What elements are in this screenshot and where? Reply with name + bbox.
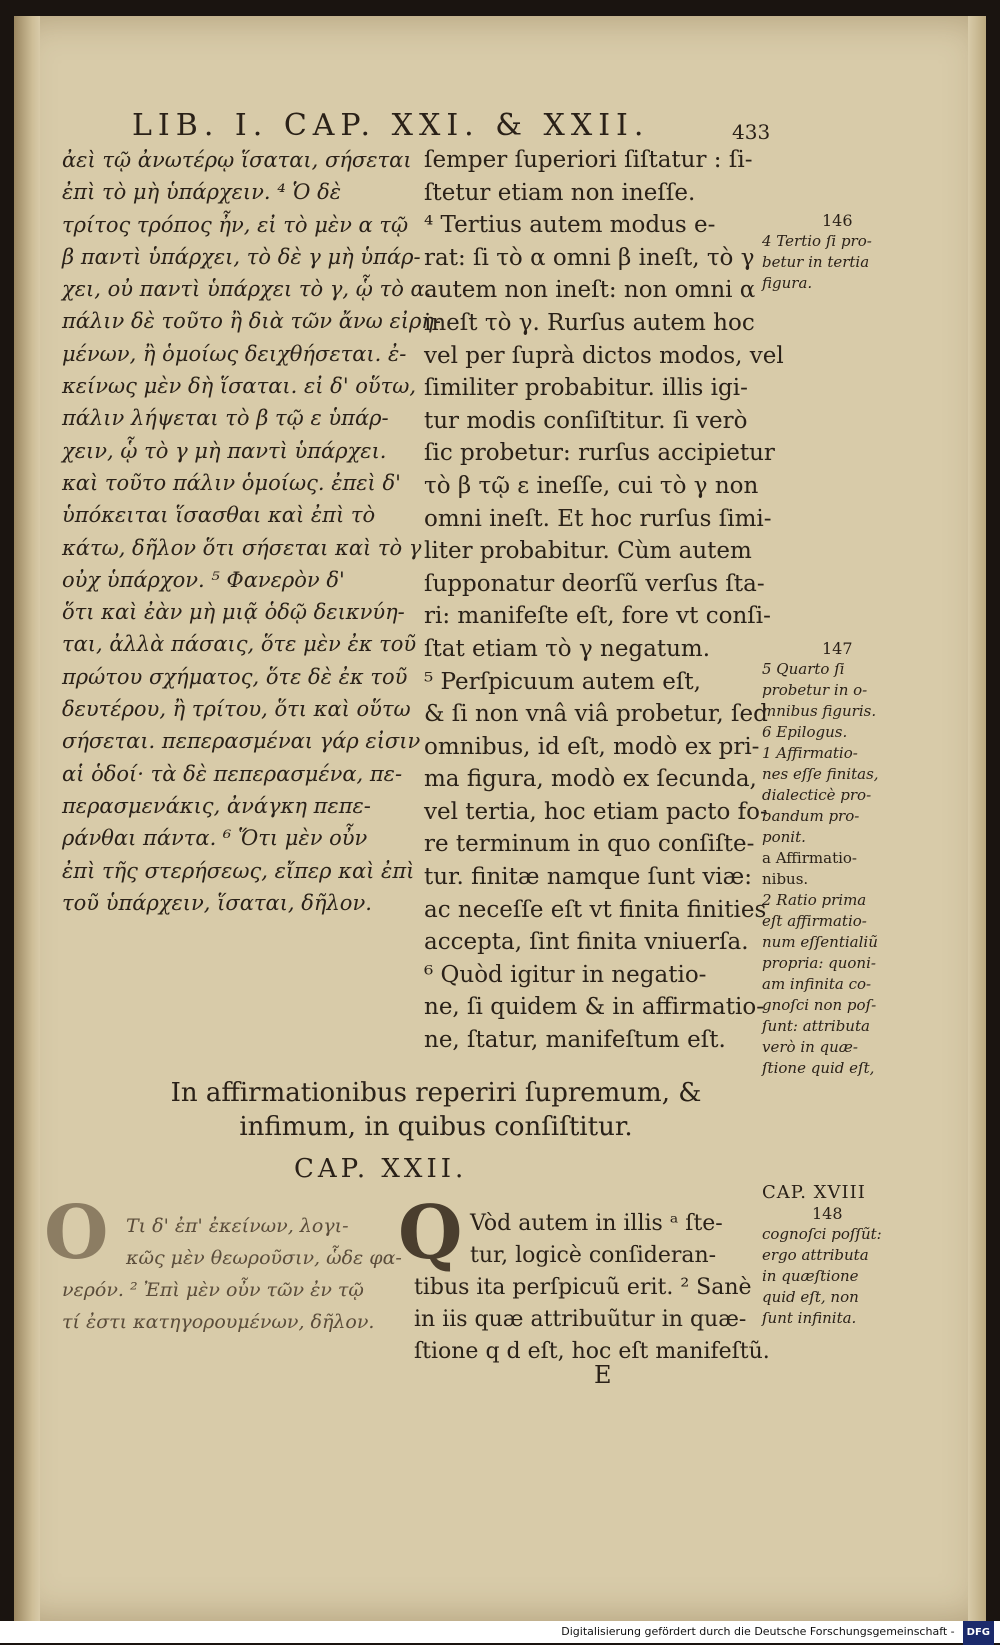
greek-line: χειν, ᾧ τὸ γ μὴ παντὶ ὑπάρχει. [62, 438, 387, 463]
marginal-line: nes eſſe finitas, [762, 765, 879, 783]
greek-line: ἐπὶ τῆς στερήσεως, εἴπερ καὶ ἐπὶ [62, 858, 415, 883]
latin-line: ne, ſtatur, manifeſtum eſt. [424, 1027, 726, 1054]
greek-line: τί ἐστι κατηγορουμένων, δῆλον. [62, 1311, 375, 1333]
greek-line: πάλιν δὲ τοῦτο ἢ διὰ τῶν ἄνω εἰρη- [62, 309, 441, 334]
marginal-line: num eſſentialiũ [762, 933, 878, 951]
greek-line: ὅτι καὶ ἐὰν μὴ μιᾷ ὁδῷ δεικνύη- [62, 600, 405, 625]
latin-line: accepta, ſint finita vniuerſa. [424, 929, 749, 956]
marginal-line: ſunt infinita. [762, 1309, 857, 1327]
marginal-line: 2 Ratio prima [762, 891, 867, 909]
latin-line: autem non ineſt: non omni α [424, 277, 756, 304]
greek-line: κάτω, δῆλον ὅτι σήσεται καὶ τὸ γ [62, 535, 422, 560]
latin-line: ſimiliter probabitur. illis igi- [424, 375, 748, 402]
latin-line: ſtione q d eſt, hoc eſt manifeſtũ. [414, 1339, 770, 1364]
latin-line: vel per ſuprà dictos modos, vel [424, 342, 784, 369]
marginal-line: 6 Epilogus. [762, 723, 848, 741]
marginal-line: probetur in o- [762, 681, 868, 699]
marginal-line: nibus. [762, 870, 809, 888]
marginal-note-148 [762, 1182, 912, 1329]
latin-line: ſupponatur deorſũ verſus ſta- [424, 570, 765, 597]
latin-line: ne, ſi quidem & in affirmatio- [424, 994, 764, 1021]
latin-line: ⁴ Tertius autem modus e- [424, 212, 716, 239]
chapter-title-line: infimum, in quibus conſiſtitur. [239, 1112, 633, 1142]
marginal-line: ponit. [762, 828, 806, 846]
marginal-line: ſunt: attributa [762, 1017, 870, 1035]
marginal-line: figura. [762, 274, 813, 292]
latin-line: ac neceſſe eſt vt finita finities [424, 896, 767, 923]
marginal-number: 148 [812, 1204, 843, 1223]
marginal-line: quid eſt, non [762, 1288, 859, 1306]
marginal-note-146 [762, 210, 912, 294]
latin-line: omni ineſt. Et hoc rurſus ſimi- [424, 505, 772, 532]
running-title: LIB. I. CAP. XXI. & XXII. [132, 108, 650, 143]
greek-line: πάλιν λήψεται τὸ β τῷ ε ὑπάρ- [62, 406, 389, 431]
greek-line: περασμενάκις, ἀνάγκη πεπε- [62, 793, 371, 818]
greek-line: χει, οὐ παντὶ ὑπάρχει τὸ γ, ᾧ τὸ α. [62, 277, 432, 302]
latin-line: τὸ β τῷ ε ineſſe, cui τὸ γ non [424, 472, 759, 499]
greek-line: κείνως μὲν δὴ ἵσαται. εἰ δ' οὕτω, [62, 374, 417, 399]
marginal-line: propria: quoni- [762, 954, 876, 972]
marginal-line: 5 Quarto ſi [762, 660, 845, 678]
footer-credit: Digitalisierung gefördert durch die Deutsche Forschungsgemeinschaft - [561, 1625, 955, 1638]
greek-text-column [62, 144, 441, 919]
dfg-logo-icon: DFG [963, 1621, 994, 1645]
marginal-line: betur in tertia [762, 253, 870, 271]
greek-line: πρώτου σχήματος, ὅτε δὲ ἐκ τοῦ [62, 664, 408, 689]
latin-line: ⁶ Quòd igitur in negatio- [424, 961, 707, 988]
latin-line: vel tertia, hoc etiam pacto fo- [424, 798, 768, 825]
greek-dropcap: O [44, 1190, 109, 1276]
greek-line: νερόν. ² Ἐπὶ μὲν οὖν τῶν ἐν τῷ [62, 1279, 364, 1301]
greek-line: τοῦ ὑπάρχειν, ἵσαται, δῆλον. [62, 890, 372, 915]
marginal-line: eſt affirmatio- [762, 912, 867, 930]
marginal-line: 1 Affirmatio- [762, 744, 858, 762]
marginal-line: verò in quæ- [762, 1038, 858, 1056]
greek-line: β παντὶ ὑπάρχει, τὸ δὲ γ μὴ ὑπάρ- [62, 244, 421, 269]
marginal-line: 4 Tertio ſi pro- [762, 232, 872, 250]
page-number: 433 [732, 120, 771, 144]
page-spine-shadow [14, 16, 40, 1621]
latin-line: re terminum in quo conſiſte- [424, 831, 755, 858]
latin-line: & ſi non vnâ viâ probetur, ſed [424, 701, 768, 728]
greek-chapter-opening [62, 1210, 412, 1338]
greek-line: μένων, ἢ ὁμοίως δειχθήσεται. ἐ- [62, 341, 407, 366]
chapter-label: CAP. XXII. [294, 1154, 468, 1184]
greek-line: ἐπὶ τὸ μὴ ὑπάρχειν. ⁴ Ὁ δὲ [62, 180, 341, 205]
latin-line: ſtat etiam τὸ γ negatum. [424, 635, 711, 662]
greek-line: αἱ ὁδοί· τὰ δὲ πεπερασμένα, πε- [62, 761, 403, 786]
latin-line: ma figura, modò ex ſecunda, [424, 766, 757, 793]
greek-line: τρίτος τρόπος ἦν, εἰ τὸ μὲν α τῷ [62, 212, 409, 237]
marginal-line: bandum pro- [762, 807, 860, 825]
greek-line: ράνθαι πάντα. ⁶ Ὅτι μὲν οὖν [62, 826, 368, 851]
signature-mark: E [594, 1361, 612, 1389]
greek-line: ὑπόκειται ἵσασθαι καὶ ἐπὶ τὸ [62, 503, 376, 528]
latin-line: ri: manifeſte eſt, fore vt conſi- [424, 603, 771, 630]
greek-line: δευτέρου, ἢ τρίτου, ὅτι καὶ οὕτω [62, 697, 411, 722]
latin-line: tur, logicè conſideran- [470, 1243, 717, 1268]
greek-line: κῶς μὲν θεωροῦσιν, ὧδε φα- [126, 1247, 402, 1269]
marginal-line: mnibus figuris. [762, 702, 877, 720]
latin-line: tur modis conſiſtitur. ſi verò [424, 407, 748, 434]
latin-line: ſic probetur: rurſus accipietur [424, 440, 775, 467]
page-edge-shadow [968, 16, 986, 1621]
latin-dropcap: Q [398, 1190, 463, 1276]
latin-line: omnibus, id eſt, modò ex pri- [424, 733, 760, 760]
latin-line: tibus ita perſpicuũ erit. ² Sanè [414, 1275, 752, 1300]
latin-line: ſemper ſuperiori ſiſtatur : ſi- [424, 147, 753, 173]
latin-line: ineſt τὸ γ. Rurſus autem hoc [424, 309, 755, 336]
marginal-number: 147 [822, 639, 853, 658]
greek-line: καὶ τοῦτο πάλιν ὁμοίως. ἐπεὶ δ' [62, 470, 401, 495]
latin-chapter-opening [414, 1208, 770, 1368]
marginal-note-147 [762, 638, 912, 1079]
latin-line: ⁵ Perſpicuum autem eſt, [424, 668, 701, 695]
latin-line: ſtetur etiam non ineſſe. [424, 179, 696, 206]
marginal-number: 146 [822, 211, 853, 230]
greek-line: Τι δ' ἐπ' ἐκείνων, λογι- [126, 1215, 349, 1237]
marginal-line: in quæſtione [762, 1267, 859, 1285]
marginal-line: gnoſci non poſ- [762, 996, 877, 1014]
marginal-line: ſtione quid eſt, [762, 1059, 875, 1077]
marginal-line: cognoſci poſſũt: [762, 1225, 882, 1243]
marginal-line: dialecticè pro- [762, 786, 872, 804]
chapter-title-line: In affirmationibus reperiri ſupremum, & [170, 1078, 702, 1108]
digitization-footer [0, 1621, 1000, 1643]
marginal-chapter-label: CAP. XVIII [762, 1182, 866, 1203]
greek-line: οὐχ ὑπάρχον. ⁵ Φανερὸν δ' [62, 567, 345, 592]
greek-line: ἀεὶ τῷ ἀνωτέρῳ ἵσαται, σήσεται [62, 148, 412, 172]
latin-line: liter probabitur. Cùm autem [424, 538, 752, 565]
chapter-title [126, 1076, 746, 1144]
latin-line: Vòd autem in illis ᵃ ſte- [470, 1211, 723, 1236]
latin-line: rat: ſi τὸ α omni β ineſt, τὸ γ [424, 244, 755, 271]
greek-line: σήσεται. πεπερασμέναι γάρ εἰσιν [62, 729, 421, 754]
marginal-line: am infinita co- [762, 975, 872, 993]
marginal-line: ergo attributa [762, 1246, 869, 1264]
greek-line: ται, ἀλλὰ πάσαις, ὅτε μὲν ἐκ τοῦ [62, 632, 417, 657]
marginal-line: a Affirmatio- [762, 849, 857, 867]
book-page [14, 16, 986, 1621]
latin-line: in iis quæ attribuũtur in quæ- [414, 1307, 747, 1332]
latin-line: tur. finitæ namque ſunt viæ: [424, 864, 753, 891]
